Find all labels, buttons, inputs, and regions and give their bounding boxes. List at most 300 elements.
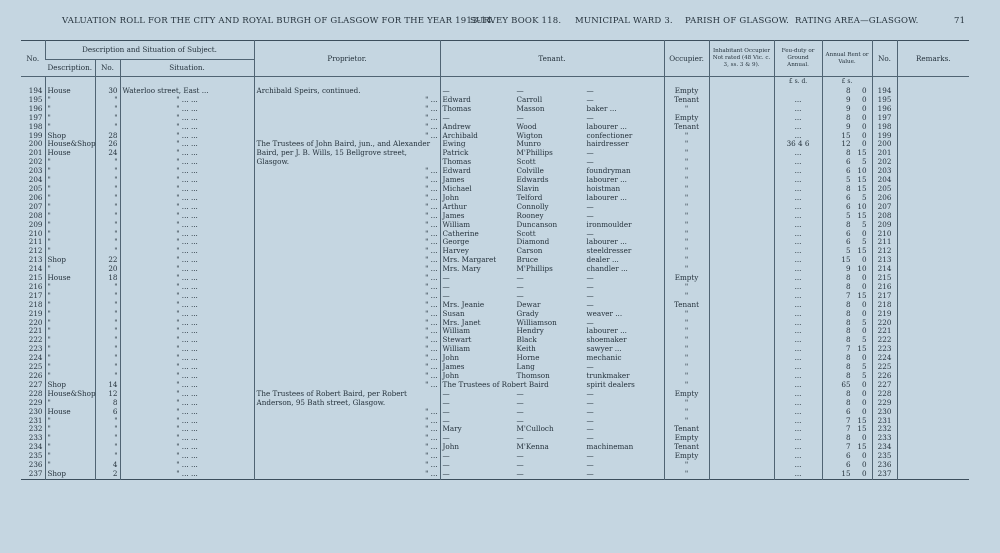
table-row bbox=[21, 470, 969, 479]
value-shillings: 10 bbox=[857, 166, 867, 176]
row-number: 215 bbox=[28, 273, 43, 283]
tenant-occupation: — bbox=[586, 201, 594, 211]
row-occupier: " bbox=[664, 212, 709, 221]
row-situation: " ... ... bbox=[120, 319, 254, 328]
row-number: 223 bbox=[28, 344, 43, 354]
row-occupier: " bbox=[664, 336, 709, 345]
row-street-number: 14 bbox=[95, 381, 120, 390]
tenant-first-name: James bbox=[442, 175, 465, 185]
tenant-first-name: — bbox=[442, 273, 450, 283]
row-tenant bbox=[440, 452, 664, 461]
row-inhabitant bbox=[709, 96, 774, 105]
table-row bbox=[21, 381, 969, 390]
row-proprietor: " ... bbox=[254, 105, 440, 114]
row-number: 212 bbox=[28, 246, 43, 256]
tenant-last-name: — bbox=[516, 415, 524, 425]
row-remarks bbox=[897, 434, 969, 443]
row-inhabitant bbox=[709, 274, 774, 283]
row-feu-duty: ... bbox=[774, 247, 822, 256]
row-number-right: 207 bbox=[872, 203, 897, 212]
row-inhabitant bbox=[709, 363, 774, 372]
row-occupier: " bbox=[664, 194, 709, 203]
row-proprietor: The Trustees of Robert Baird, per Robert bbox=[254, 390, 440, 399]
tenant-last-name: Scott bbox=[516, 228, 536, 238]
row-inhabitant bbox=[709, 461, 774, 470]
value-shillings: 0 bbox=[861, 468, 867, 478]
tenant-first-name: — bbox=[442, 397, 450, 407]
row-tenant bbox=[440, 425, 664, 434]
value-pounds: 7 bbox=[845, 442, 851, 452]
value-pounds: 8 bbox=[845, 219, 851, 229]
row-number: 211 bbox=[28, 237, 43, 247]
row-number-right: 217 bbox=[872, 292, 897, 301]
row-description: Shop bbox=[45, 470, 95, 479]
row-proprietor: Baird, per J. B. Wills, 15 Bellgrove street, bbox=[254, 149, 440, 158]
row-remarks bbox=[897, 283, 969, 292]
row-remarks bbox=[897, 132, 969, 141]
row-number-right: 199 bbox=[872, 132, 897, 141]
row-proprietor: " ... bbox=[254, 301, 440, 310]
row-proprietor: " ... bbox=[254, 114, 440, 123]
tenant-last-name: Rooney bbox=[516, 210, 544, 220]
row-inhabitant bbox=[709, 87, 774, 96]
row-proprietor: " ... bbox=[254, 185, 440, 194]
row-occupier: " bbox=[664, 372, 709, 381]
row-proprietor: Anderson, 95 Bath street, Glasgow. bbox=[254, 399, 440, 408]
row-street-number: " bbox=[95, 238, 120, 247]
row-description: House&Shop bbox=[45, 140, 95, 149]
value-pounds: 7 bbox=[845, 424, 851, 434]
tenant-occupation: ironmoulder bbox=[586, 219, 632, 229]
tenant-first-name: Thomas bbox=[442, 103, 472, 113]
tenant-last-name: — bbox=[516, 451, 524, 461]
value-pounds: 8 bbox=[845, 317, 851, 327]
row-number-right: 213 bbox=[872, 256, 897, 265]
value-shillings: 0 bbox=[861, 121, 867, 131]
row-situation: " ... ... bbox=[120, 283, 254, 292]
row-tenant bbox=[440, 283, 664, 292]
row-tenant bbox=[440, 354, 664, 363]
col-description: Description. bbox=[45, 60, 95, 77]
col-occupier: Occupier. bbox=[664, 41, 709, 77]
value-pounds: 8 bbox=[845, 112, 851, 122]
row-situation: " ... ... bbox=[120, 230, 254, 239]
row-occupier: " bbox=[664, 310, 709, 319]
row-feu-duty: ... bbox=[774, 212, 822, 221]
tenant-last-name: Carson bbox=[516, 246, 543, 256]
row-situation: " ... ... bbox=[120, 158, 254, 167]
row-number: 230 bbox=[28, 406, 43, 416]
tenant-first-name: James bbox=[442, 362, 465, 372]
value-shillings: 0 bbox=[861, 103, 867, 113]
row-occupier: Empty bbox=[664, 274, 709, 283]
tenant-occupation: — bbox=[586, 388, 594, 398]
row-number-right: 197 bbox=[872, 114, 897, 123]
value-pounds: 8 bbox=[845, 148, 851, 158]
tenant-first-name: James bbox=[442, 210, 465, 220]
tenant-last-name bbox=[517, 381, 587, 390]
tenant-first-name: — bbox=[442, 112, 450, 122]
row-occupier: Empty bbox=[664, 452, 709, 461]
table-row bbox=[21, 114, 969, 123]
row-inhabitant bbox=[709, 327, 774, 336]
row-number-right: 233 bbox=[872, 434, 897, 443]
row-description: " bbox=[45, 123, 95, 132]
row-feu-duty: ... bbox=[774, 114, 822, 123]
row-situation: " ... ... bbox=[120, 345, 254, 354]
row-remarks bbox=[897, 310, 969, 319]
table-row bbox=[21, 310, 969, 319]
value-shillings: 15 bbox=[857, 424, 867, 434]
value-shillings: 5 bbox=[861, 192, 867, 202]
tenant-last-name: M'Phillips bbox=[516, 264, 553, 274]
tenant-first-name: Ewing bbox=[442, 139, 466, 149]
tenant-last-name: Williamson bbox=[516, 317, 557, 327]
row-tenant bbox=[440, 96, 664, 105]
row-remarks bbox=[897, 238, 969, 247]
tenant-occupation: confectioner bbox=[586, 130, 633, 140]
row-street-number: " bbox=[95, 158, 120, 167]
row-inhabitant bbox=[709, 247, 774, 256]
row-remarks bbox=[897, 265, 969, 274]
row-inhabitant bbox=[709, 372, 774, 381]
row-number-right: 208 bbox=[872, 212, 897, 221]
row-number: 213 bbox=[28, 255, 43, 265]
value-pounds: 9 bbox=[845, 103, 851, 113]
row-number: 217 bbox=[28, 290, 43, 300]
value-pounds: 15 bbox=[841, 468, 851, 478]
tenant-occupation: chandler ... bbox=[586, 264, 628, 274]
row-inhabitant bbox=[709, 319, 774, 328]
row-inhabitant bbox=[709, 221, 774, 230]
tenant-first-name: — bbox=[442, 406, 450, 416]
value-pounds: 5 bbox=[845, 175, 851, 185]
table-row bbox=[21, 230, 969, 239]
tenant-first-name: Archibald bbox=[442, 130, 478, 140]
row-occupier: " bbox=[664, 140, 709, 149]
row-situation: " ... ... bbox=[120, 167, 254, 176]
value-pounds: 9 bbox=[845, 264, 851, 274]
tenant-last-name: Munro bbox=[516, 139, 541, 149]
tenant-last-name: Edwards bbox=[516, 175, 549, 185]
row-description: " bbox=[45, 292, 95, 301]
tenant-last-name: Hendry bbox=[516, 326, 544, 336]
row-description: " bbox=[45, 399, 95, 408]
row-situation: " ... ... bbox=[120, 176, 254, 185]
table-row bbox=[21, 96, 969, 105]
row-inhabitant bbox=[709, 123, 774, 132]
value-shillings: 5 bbox=[861, 219, 867, 229]
tenant-occupation: shoemaker bbox=[586, 335, 627, 345]
row-description: House bbox=[45, 274, 95, 283]
row-inhabitant bbox=[709, 408, 774, 417]
row-proprietor: " ... bbox=[254, 363, 440, 372]
row-situation: " ... ... bbox=[120, 408, 254, 417]
row-remarks bbox=[897, 345, 969, 354]
row-proprietor: " ... bbox=[254, 470, 440, 479]
row-inhabitant bbox=[709, 185, 774, 194]
row-remarks bbox=[897, 167, 969, 176]
row-feu-duty: ... bbox=[774, 301, 822, 310]
row-inhabitant bbox=[709, 167, 774, 176]
tenant-first-name: Susan bbox=[442, 308, 465, 318]
row-feu-duty: ... bbox=[774, 354, 822, 363]
table-row bbox=[21, 319, 969, 328]
row-description: " bbox=[45, 417, 95, 426]
row-inhabitant bbox=[709, 292, 774, 301]
row-description: " bbox=[45, 185, 95, 194]
row-number: 196 bbox=[28, 103, 43, 113]
row-feu-duty: ... bbox=[774, 399, 822, 408]
tenant-last-name: — bbox=[516, 273, 524, 283]
table-row bbox=[21, 443, 969, 452]
tenant-occupation: — bbox=[586, 94, 594, 104]
row-occupier: " bbox=[664, 417, 709, 426]
row-feu-duty: ... bbox=[774, 319, 822, 328]
tenant-first-name: Mary bbox=[442, 424, 462, 434]
row-feu-duty: ... bbox=[774, 123, 822, 132]
tenant-first-name: John bbox=[442, 442, 459, 452]
table-row bbox=[21, 158, 969, 167]
row-number: 226 bbox=[28, 371, 43, 380]
row-description: " bbox=[45, 167, 95, 176]
row-number-right: 218 bbox=[872, 301, 897, 310]
tenant-last-name: Wood bbox=[516, 121, 537, 131]
row-street-number: " bbox=[95, 417, 120, 426]
row-number: 201 bbox=[28, 148, 43, 158]
row-inhabitant bbox=[709, 230, 774, 239]
value-shillings: 15 bbox=[857, 210, 867, 220]
row-street-number: " bbox=[95, 185, 120, 194]
tenant-first-name: Mrs. Margaret bbox=[442, 255, 497, 265]
row-tenant bbox=[440, 327, 664, 336]
tenant-last-name: M'Culloch bbox=[516, 424, 554, 434]
row-number: 203 bbox=[28, 166, 43, 176]
row-feu-duty: ... bbox=[774, 292, 822, 301]
row-remarks bbox=[897, 256, 969, 265]
row-number-right: 198 bbox=[872, 123, 897, 132]
row-street-number: 30 bbox=[95, 87, 120, 96]
row-number-right: 228 bbox=[872, 390, 897, 399]
row-proprietor: " ... bbox=[254, 327, 440, 336]
row-description: " bbox=[45, 230, 95, 239]
row-number: 214 bbox=[28, 264, 43, 274]
row-inhabitant bbox=[709, 425, 774, 434]
value-pounds: 6 bbox=[845, 157, 851, 167]
row-remarks bbox=[897, 274, 969, 283]
row-situation: " ... ... bbox=[120, 425, 254, 434]
row-number-right: 222 bbox=[872, 336, 897, 345]
tenant-last-name: — bbox=[516, 460, 524, 470]
row-street-number: " bbox=[95, 230, 120, 239]
row-tenant bbox=[440, 105, 664, 114]
row-inhabitant bbox=[709, 158, 774, 167]
roll-title: VALUATION ROLL FOR THE CITY AND ROYAL BURGH OF GLASGOW FOR THE YEAR 1913-14. bbox=[62, 16, 495, 26]
value-shillings: 0 bbox=[861, 406, 867, 416]
value-shillings: 5 bbox=[861, 362, 867, 372]
tenant-occupation: machineman bbox=[586, 442, 634, 452]
row-remarks bbox=[897, 123, 969, 132]
row-description: " bbox=[45, 194, 95, 203]
value-pounds: 8 bbox=[845, 183, 851, 193]
row-feu-duty: ... bbox=[774, 203, 822, 212]
row-situation: " ... ... bbox=[120, 221, 254, 230]
table-row bbox=[21, 203, 969, 212]
tenant-last-name: — bbox=[516, 290, 524, 300]
tenant-first-name: — bbox=[442, 388, 450, 398]
row-number-right: 195 bbox=[872, 96, 897, 105]
value-shillings: 15 bbox=[857, 290, 867, 300]
table-row bbox=[21, 399, 969, 408]
row-feu-duty: ... bbox=[774, 274, 822, 283]
tenant-last-name: — bbox=[516, 397, 524, 407]
row-description: " bbox=[45, 425, 95, 434]
row-number-right: 224 bbox=[872, 354, 897, 363]
table-row bbox=[21, 345, 969, 354]
row-feu-duty: ... bbox=[774, 408, 822, 417]
tenant-last-name: — bbox=[516, 406, 524, 416]
tenant-first-name: — bbox=[442, 468, 450, 478]
row-number-right: 232 bbox=[872, 425, 897, 434]
row-occupier: " bbox=[664, 158, 709, 167]
row-occupier: " bbox=[664, 105, 709, 114]
col-situation: Situation. bbox=[120, 60, 254, 77]
col-inhabitant: Inhabitant Occupier Not rated (48 Vic. c. 3, ss. 3 & 9). bbox=[709, 41, 774, 77]
row-proprietor: " ... bbox=[254, 221, 440, 230]
row-number: 198 bbox=[28, 121, 43, 131]
table-row bbox=[21, 194, 969, 203]
row-number: 233 bbox=[28, 433, 43, 443]
tenant-first-name: Thomas bbox=[442, 157, 472, 167]
row-situation: " ... ... bbox=[120, 96, 254, 105]
row-number-right: 237 bbox=[872, 470, 897, 479]
col-annual-rent: Annual Rent or Value. bbox=[822, 41, 872, 77]
tenant-occupation: — bbox=[586, 86, 594, 95]
tenant-occupation: — bbox=[586, 273, 594, 283]
row-remarks bbox=[897, 105, 969, 114]
row-number-right: 194 bbox=[872, 87, 897, 96]
row-situation: " ... ... bbox=[120, 417, 254, 426]
row-street-number: " bbox=[95, 301, 120, 310]
value-shillings: 10 bbox=[857, 201, 867, 211]
row-number-right: 221 bbox=[872, 327, 897, 336]
value-shillings: 0 bbox=[861, 397, 867, 407]
row-number: 209 bbox=[28, 219, 43, 229]
tenant-occupation: labourer ... bbox=[586, 121, 627, 131]
row-description: " bbox=[45, 434, 95, 443]
table-row bbox=[21, 336, 969, 345]
tenant-occupation: hairdresser bbox=[586, 139, 629, 149]
row-number: 205 bbox=[28, 183, 43, 193]
row-occupier: Empty bbox=[664, 434, 709, 443]
value-shillings: 15 bbox=[857, 246, 867, 256]
row-street-number: " bbox=[95, 167, 120, 176]
row-feu-duty: ... bbox=[774, 452, 822, 461]
tenant-last-name: Keith bbox=[516, 344, 536, 354]
tenant-occupation: mechanic bbox=[586, 353, 622, 363]
table-row bbox=[21, 408, 969, 417]
row-description: " bbox=[45, 247, 95, 256]
value-pounds: 7 bbox=[845, 290, 851, 300]
row-situation: " ... ... bbox=[120, 434, 254, 443]
row-remarks bbox=[897, 149, 969, 158]
row-proprietor: " ... bbox=[254, 176, 440, 185]
row-proprietor: " ... bbox=[254, 265, 440, 274]
tenant-last-name: Scott bbox=[516, 157, 536, 167]
row-feu-duty: ... bbox=[774, 105, 822, 114]
row-number-right: 219 bbox=[872, 310, 897, 319]
value-shillings: 0 bbox=[861, 228, 867, 238]
value-shillings: 5 bbox=[861, 371, 867, 380]
value-pounds: 8 bbox=[845, 299, 851, 309]
tenant-last-name: Dewar bbox=[516, 299, 541, 309]
tenant-occupation: — bbox=[586, 228, 594, 238]
row-remarks bbox=[897, 319, 969, 328]
row-description: " bbox=[45, 203, 95, 212]
tenant-first-name: — bbox=[442, 415, 450, 425]
row-remarks bbox=[897, 363, 969, 372]
row-inhabitant bbox=[709, 399, 774, 408]
row-street-number: 22 bbox=[95, 256, 120, 265]
value-pounds: 15 bbox=[841, 130, 851, 140]
row-tenant bbox=[440, 176, 664, 185]
row-description: " bbox=[45, 363, 95, 372]
row-feu-duty: ... bbox=[774, 96, 822, 105]
row-remarks bbox=[897, 301, 969, 310]
row-situation: " ... ... bbox=[120, 327, 254, 336]
row-tenant bbox=[440, 114, 664, 123]
tenant-last-name: — bbox=[516, 112, 524, 122]
tenant-first-name: Michael bbox=[442, 183, 472, 193]
value-shillings: 0 bbox=[861, 273, 867, 283]
row-situation: " ... ... bbox=[120, 256, 254, 265]
row-street-number: " bbox=[95, 310, 120, 319]
col-proprietor: Proprietor. bbox=[254, 41, 440, 77]
value-pounds: 6 bbox=[845, 460, 851, 470]
row-remarks bbox=[897, 327, 969, 336]
table-row bbox=[21, 123, 969, 132]
row-situation: " ... ... bbox=[120, 292, 254, 301]
row-occupier: Empty bbox=[664, 87, 709, 96]
row-remarks bbox=[897, 96, 969, 105]
tenant-occupation: labourer ... bbox=[586, 175, 627, 185]
tenant-last-name: Thomson bbox=[516, 371, 550, 380]
row-inhabitant bbox=[709, 417, 774, 426]
value-shillings: 5 bbox=[861, 157, 867, 167]
row-inhabitant bbox=[709, 105, 774, 114]
row-situation: " ... ... bbox=[120, 399, 254, 408]
row-feu-duty: ... bbox=[774, 443, 822, 452]
row-tenant bbox=[440, 461, 664, 470]
tenant-occupation: weaver ... bbox=[586, 308, 623, 318]
tenant-last-name: Horne bbox=[516, 353, 540, 363]
row-street-number: " bbox=[95, 354, 120, 363]
row-proprietor: " ... bbox=[254, 194, 440, 203]
col-no: No. bbox=[21, 41, 45, 77]
row-street-number: " bbox=[95, 319, 120, 328]
value-shillings: 0 bbox=[861, 112, 867, 122]
value-shillings: 0 bbox=[861, 94, 867, 104]
row-proprietor: " ... bbox=[254, 354, 440, 363]
table-row bbox=[21, 425, 969, 434]
value-pounds: 6 bbox=[845, 166, 851, 176]
row-remarks bbox=[897, 381, 969, 390]
row-occupier: " bbox=[664, 292, 709, 301]
row-situation: " ... ... bbox=[120, 301, 254, 310]
row-street-number: " bbox=[95, 247, 120, 256]
value-pounds: 6 bbox=[845, 192, 851, 202]
row-description: " bbox=[45, 443, 95, 452]
